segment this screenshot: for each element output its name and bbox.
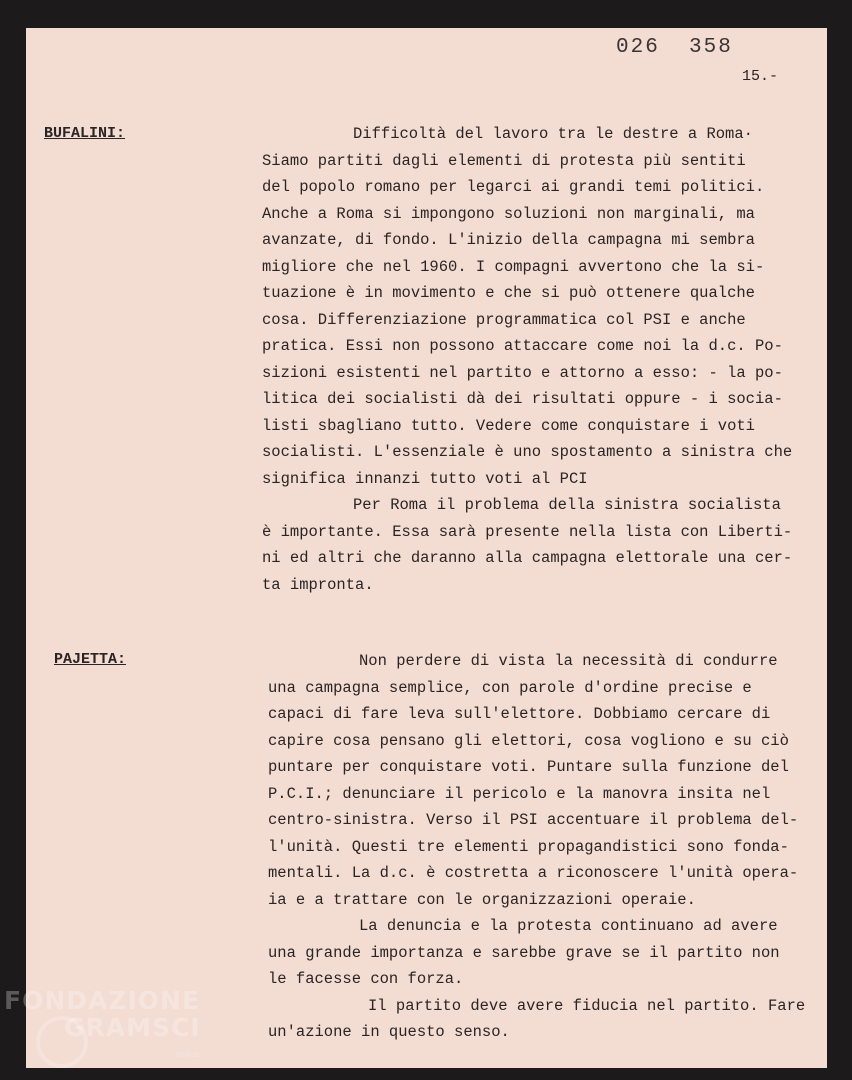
text-line: Anche a Roma si impongono soluzioni non marginali, ma (262, 204, 755, 223)
text-line: ni ed altri che daranno alla campagna elettorale una cer- (262, 549, 793, 567)
speech-pajetta (268, 648, 805, 1046)
text-line: pratica. Essi non possono attaccare come noi la d.c. Po- (262, 337, 783, 355)
speaker-label-bufalini: BUFALINI: (44, 125, 126, 142)
text-line: Il partito deve avere fiducia nel partito. Fare (368, 996, 806, 1015)
text-line: tuazione è in movimento e che si può ottenere qualche (262, 284, 755, 302)
text-line: un'azione in questo senso. (268, 1023, 510, 1041)
page-number: 15.- (742, 68, 779, 85)
watermark-line-2: GRAMSCI (64, 1013, 201, 1042)
text-line: una campagna semplice, con parole d'ordine precise e (268, 678, 752, 697)
text-line: avanzate, di fondo. L'inizio della campagna mi sembra (262, 231, 755, 249)
text-line: Non perdere di vista la necessità di condurre (359, 652, 778, 670)
text-line: puntare per conquistare voti. Puntare sulla funzione del (268, 758, 789, 776)
document-page (26, 28, 827, 1068)
text-line: La denuncia e la protesta continuano ad avere (359, 917, 778, 935)
text-line: le facesse con forza. (268, 970, 464, 988)
text-line: Siamo partiti dagli elementi di protesta più sentiti (262, 151, 746, 170)
text-line: è importante. Essa sarà presente nella lista con Liberti- (262, 522, 793, 541)
text-line: del popolo romano per legarci ai grandi temi politici. (262, 178, 765, 196)
text-line: ta impronta. (262, 575, 374, 594)
text-line: P.C.I.; denunciare il pericolo e la manovra insita nel (268, 784, 771, 803)
text-line: cosa. Differenziazione programmatica col PSI e anche (262, 310, 746, 329)
speech-bufalini (262, 121, 792, 598)
text-line: listi sbagliano tutto. Vedere come conquistare i voti (262, 416, 755, 435)
text-line: litica dei socialisti dà dei risultati oppure - i socia- (262, 390, 783, 408)
archive-number: 026 358 (616, 36, 733, 59)
watermark-line-1: FONDAZIONE (4, 986, 201, 1015)
watermark-small-text: onlus (176, 1050, 201, 1060)
text-line: socialisti. L'essenziale è uno spostamento a sinistra che (262, 443, 793, 461)
text-line: ia e a trattare con le organizzazioni operaie. (268, 890, 696, 909)
text-line: significa innanzi tutto voti al PCI (262, 469, 588, 488)
text-line: capaci di fare leva sull'elettore. Dobbiamo cercare di (268, 705, 771, 723)
text-line: sizioni esistenti nel partito e attorno a esso: - la po- (262, 363, 783, 382)
text-line: Difficoltà del lavoro tra le destre a Roma· (353, 125, 753, 143)
text-line: l'unità. Questi tre elementi propagandistici sono fonda- (268, 837, 789, 856)
watermark-logo (4, 988, 201, 1040)
speaker-label-pajetta: PAJETTA: (54, 651, 127, 668)
text-line: una grande importanza e sarebbe grave se il partito non (268, 943, 780, 962)
text-line: mentali. La d.c. è costretta a riconoscere l'unità opera- (268, 864, 799, 882)
text-line: migliore che nel 1960. I compagni avvertono che la si- (262, 257, 765, 276)
text-line: centro-sinistra. Verso il PSI accentuare il problema del- (268, 811, 799, 829)
text-line: Per Roma il problema della sinistra socialista (353, 496, 781, 514)
text-line: capire cosa pensano gli elettori, cosa vogliono e su ciò (268, 731, 789, 750)
